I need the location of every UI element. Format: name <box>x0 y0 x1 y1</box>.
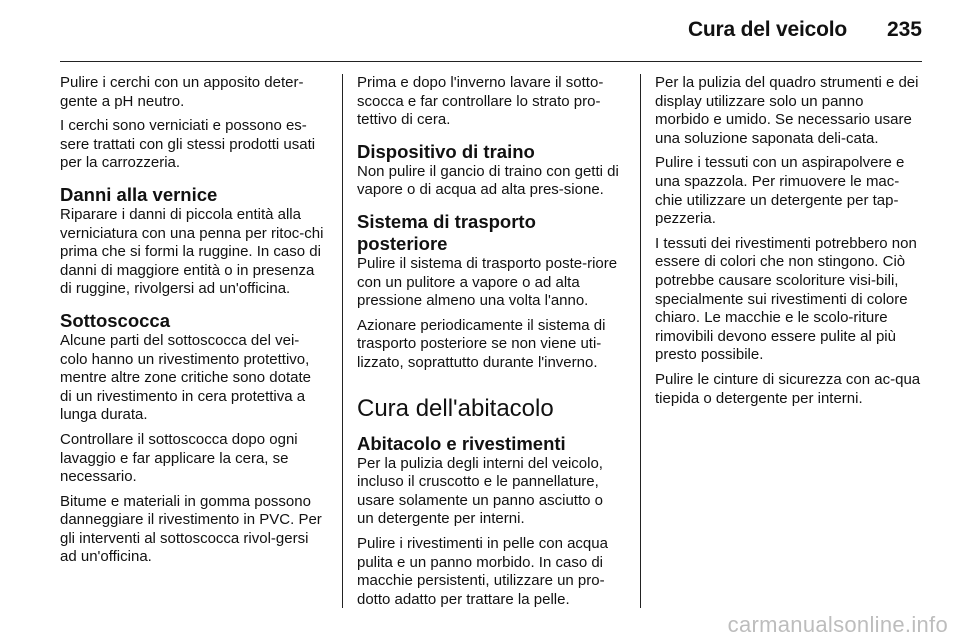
paragraph: Controllare il sottoscocca dopo ogni lavaggio e far applicare la cera, se necessario. <box>60 430 298 486</box>
paragraph: Pulire le cinture di sicurezza con ac-qua tiepida o detergente per interni. <box>655 370 921 407</box>
paragraph: Per la pulizia del quadro strumenti e dei display utilizzare solo un panno morbido e umido. Se necessario usare una soluzione saponata deli-cata. <box>655 74 919 147</box>
column-3 <box>655 74 921 414</box>
paragraph: Pulire i cerchi con un apposito deter-gente a pH neutro. <box>60 74 304 110</box>
header-divider <box>60 61 922 62</box>
column-2 <box>357 74 623 615</box>
paragraph: Bitume e materiali in gomma possono danneggiare il rivestimento in PVC. Per gli interventi al sottoscocca rivol-gersi ad un'officina. <box>60 492 322 566</box>
paragraph: Per la pulizia degli interni del veicolo, incluso il cruscotto e le pannellature, usare solamente un panno asciutto o un detergente per interni. <box>357 454 603 528</box>
paragraph: Pulire il sistema di trasporto poste-riore con un pulitore a vapore o ad alta pressione almeno una volta l'anno. <box>357 254 618 310</box>
paragraph: I cerchi sono verniciati e possono es-sere trattati con gli stessi prodotti usati per la carrozzeria. <box>60 117 316 172</box>
page-number: 235 <box>886 18 922 41</box>
paragraph: Prima e dopo l'inverno lavare il sotto-scocca e far controllare lo strato pro-tettivo di cera. <box>357 74 604 129</box>
paragraph: Pulire i tessuti con un aspirapolvere e una spazzola. Per rimuovere le mac-chie utilizzare un detergente per tap-pezzeria. <box>655 154 905 228</box>
heading-abitacolo-rivestimenti: Abitacolo e rivestimenti <box>357 432 566 454</box>
paragraph: Riparare i danni di piccola entità alla verniciatura con una penna per ritoc-chi prima che si formi la ruggine. In caso di danni di maggiore entità o in presenza di ruggine, rivolgersi ad un'officina. <box>60 205 324 298</box>
paragraph: Pulire i rivestimenti in pelle con acqua pulita e un panno morbido. In caso di macchie persistenti, utilizzare un pro-dotto adatto per trattare la pelle. <box>357 534 608 608</box>
heading-danni-vernice: Danni alla vernice <box>60 183 218 205</box>
section-title-cura-abitacolo: Cura dell'abitacolo <box>357 394 554 422</box>
heading-dispositivo-traino: Dispositivo di traino <box>357 140 535 162</box>
watermark: carmanualsonline.info <box>727 612 948 637</box>
column-divider <box>640 74 641 608</box>
paragraph: Alcune parti del sottoscocca del vei-colo hanno un rivestimento protettivo, mentre altre zone critiche sono dotate di un rivestimento in cera protettiva a lunga durata. <box>60 331 311 424</box>
page-header <box>0 0 960 62</box>
page-title: Cura del veicolo <box>687 18 847 41</box>
paragraph: Azionare periodicamente il sistema di trasporto posteriore se non viene uti-lizzato, soprattutto durante l'inverno. <box>357 316 606 371</box>
paragraph: Non pulire il gancio di traino con getti di vapore o di acqua ad alta pres-sione. <box>357 162 619 199</box>
paragraph: I tessuti dei rivestimenti potrebbero non essere di colori che non stingono. Ciò potrebbe causare scoloriture visi-bili, specialmente sui rivestimenti di colore chiaro. Le macchie e le scolo-riture rimovibili devono essere pulite al più presto possibile. <box>655 234 917 364</box>
column-1 <box>60 74 326 573</box>
column-divider <box>342 74 343 608</box>
heading-sistema-trasporto: Sistema di trasporto posteriore <box>357 210 536 254</box>
heading-sottoscocca: Sottoscocca <box>60 309 171 331</box>
